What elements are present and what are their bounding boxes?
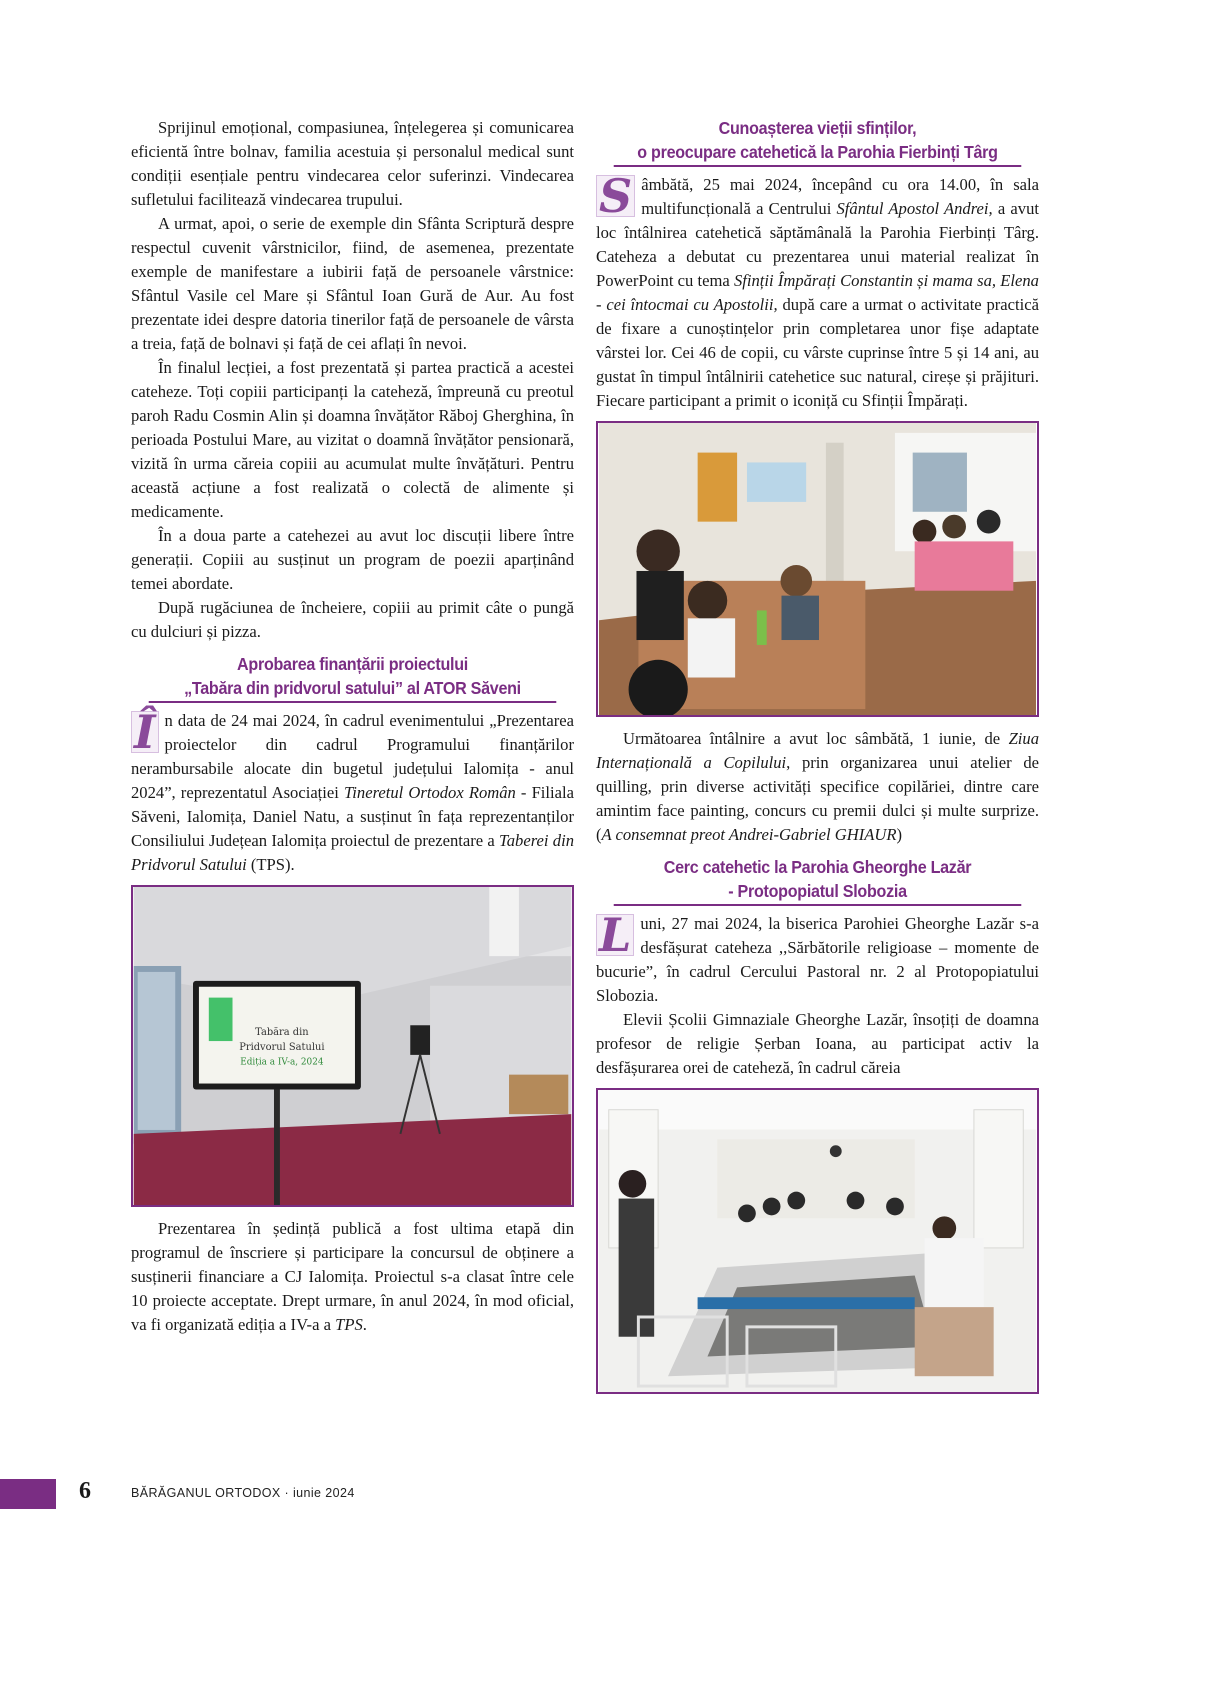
text-run: âmbătă, 25 mai 2024, începând cu ora 14.00, în sala multifuncțională a Centrului <box>641 175 1039 218</box>
paragraph: A urmat, apoi, o serie de exemple din Sfânta Scriptură despre respectul cuvenit vârstnicilor, fiind, de asemenea, prezentate exemple de manifestare a iubirii față de persoanele vârstnice: Sfântul Vasile cel Mare și Sfântul Ioan Gură de Aur. Au fost prezentate idei despre datoria tinerilor față de persoanele de vârsta a treia, față de bolnavi și față de cei aflați în nevoi. <box>131 214 574 353</box>
drop-cap: Î <box>131 711 159 753</box>
paragraph: După rugăciunea de încheiere, copiii au primit câte o pungă cu dulciuri și pizza. <box>131 598 574 641</box>
screen-title: Tabăra din <box>255 1027 309 1039</box>
heading-line: o preocupare catehetică la Parohia Fierbinți Târg <box>637 142 998 162</box>
issue-date: · iunie 2024 <box>280 1486 355 1500</box>
footer-accent-bar <box>0 1479 56 1509</box>
text-run: Următoarea întâlnire a avut loc sâmbătă, 1 iunie, de <box>623 729 1009 748</box>
heading-line: „Tabăra din pridvorul satului” al ATOR Săveni <box>184 678 521 698</box>
section-heading <box>149 652 557 703</box>
text-run: Prezentarea în ședință publică a fost ultima etapă din programul de înscriere și participare la concursul de obținere a susținerii financiare a CJ Ialomița. Proiectul s-a clasat între cele 10 proiecte acceptate. Drept urmare, în anul 2024, în mod oficial, va fi organizată ediția a IV-a a <box>131 1219 574 1334</box>
text-run-italic: Sfinții Împărați Constantin și mama sa, Elena - cei întocmai cu Apostolii, <box>596 271 1039 314</box>
publication-name: BĂRĂGANUL ORTODOX <box>131 1486 281 1500</box>
photo-presentation-room <box>131 885 574 1207</box>
heading-line: - Protopopiatul Slobozia <box>728 881 907 901</box>
text-run: după care a urmat o activitate practică de fixare a cunoștințelor prin completarea unor fișe adaptate vârstei lor. Cei 46 de copii, cu vârste cuprinse între 5 și 14 ani, au gustat în timpul întâlnirii catehetice suc natural, cireșe și prăjituri. Fiecare participant a primit o iconiță cu Sfinții Împărați. <box>596 295 1039 410</box>
article-paragraph <box>131 1217 574 1337</box>
footer-publication <box>131 1486 355 1500</box>
text-run: uni, 27 mai 2024, la biserica Parohiei Gheorghe Lazăr s-a desfășurat cateheza ,,Sărbătorile religioase – momente de bucurie”, în cadrul Cercului Pastoral nr. 2 al Protopopiatului Slobozia. <box>596 914 1039 1005</box>
text-run-italic: Ziua Internațională a Copilului <box>596 729 1039 772</box>
paragraph: În finalul lecției, a fost prezentată și partea practică a acestei cateheze. Toți copiii participanți la cateheză, împreună cu preotul paroh Radu Cosmin Alin și doamna învățător Răboj Gherghina, în perioada Postului Mare, au vizitat o doamnă învățător pensionară, vizită în urma căreia copiii au acumulat multe învățături. Pentru această acțiune a fost realizată o colectă de alimente și medicamente. <box>131 358 574 521</box>
right-column <box>596 116 1039 1404</box>
article-paragraph <box>596 169 1039 413</box>
left-column <box>131 116 574 1337</box>
section-heading <box>614 116 1022 167</box>
article-paragraph <box>596 908 1039 1008</box>
paragraph: Sprijinul emoțional, compasiunea, înțelegerea și comunicarea eficientă între bolnav, familia acestuia și personalul medical sunt condiții esențiale pentru vindecarea celor suferinzi. Vindecarea sufletului facilitează vindecarea trupului. <box>131 118 574 209</box>
text-run-italic: A consemnat preot Andrei-Gabriel GHIAUR <box>601 825 897 844</box>
heading-line: Aprobarea finanțării proiectului <box>237 654 468 674</box>
page-number: 6 <box>79 1478 91 1504</box>
article-paragraph <box>131 705 574 877</box>
text-run-italic: TPS <box>335 1315 363 1334</box>
text-run: ) <box>896 825 903 844</box>
photo-church-hall-meeting <box>596 1088 1039 1394</box>
photo-catechesis-class <box>596 421 1039 717</box>
screen-subtitle: Pridvorul Satului <box>239 1041 325 1053</box>
drop-cap: L <box>596 914 634 956</box>
paragraph: În a doua parte a catehezei au avut loc discuții libere între generații. Copiii au susținut un program de poezii aparținând temei abordate. <box>131 526 574 593</box>
text-run: n data de 24 mai 2024, în cadrul evenimentului „Prezentarea proiectelor din cadrul Programului finanțărilor nerambursabile alocate din bugetul județului Ialomița - anul 2024”, reprezentatul Asociației <box>131 711 574 802</box>
text-run: a avut loc întâlnirea catehetică săptămânală la Parohia Fierbinți Târg. Cateheza a debutat cu prezentarea unui material realizat în PowerPoint cu tema <box>596 199 1039 290</box>
text-run-italic: Tineretul Ortodox Român <box>343 783 516 802</box>
heading-line: Cerc catehetic la Parohia Gheorghe Lazăr <box>663 857 972 877</box>
text-run-italic: Sfântul Apostol Andrei, <box>836 199 993 218</box>
text-run: . <box>362 1315 367 1334</box>
screen-edition: Ediția a IV-a, 2024 <box>240 1057 324 1068</box>
section-heading <box>614 855 1022 906</box>
paragraph: Elevii Școlii Gimnaziale Gheorghe Lazăr, însoțiți de doamna profesor de religie Șerban Ioana, au participat activ la desfășurarea orei de cateheză, în cadrul căreia <box>596 1010 1039 1077</box>
text-run-italic: Taberei din Pridvorul Satului <box>131 831 574 874</box>
text-run: (TPS). <box>246 855 295 874</box>
article-paragraph <box>596 727 1039 847</box>
drop-cap: S <box>596 175 635 217</box>
text-run: , prin organizarea unui atelier de quilling, prin diverse activități specifice copilăriei, dintre care amintim face painting, concurs cu premii dulci și multe surprize. ( <box>596 753 1039 844</box>
heading-line: Cunoașterea vieții sfinților, <box>718 118 917 138</box>
text-run: - Filiala Săveni, Ialomița, Daniel Natu, a susținut în fața reprezentanților Consiliului Județean Ialomița proiectul de prezentare a <box>131 783 574 850</box>
